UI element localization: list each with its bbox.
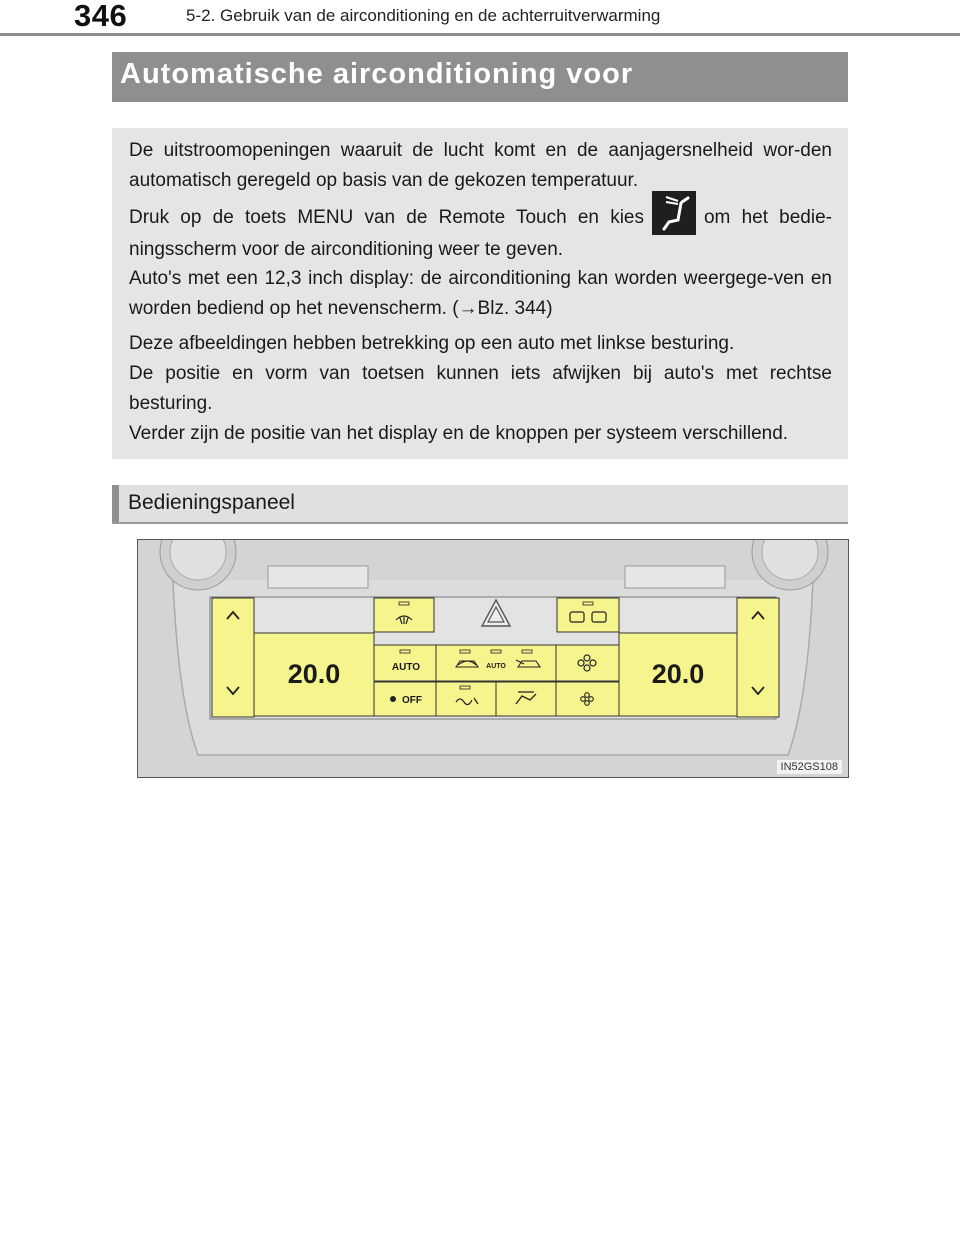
fan-off-label: OFF: [402, 695, 422, 706]
intro-p2-end: om het bedie-ningsscherm voor de airconditioning weer te geven.: [129, 207, 832, 260]
intro-p2-start: Druk op de toets MENU van de Remote Touch en kies: [129, 207, 644, 229]
intro-p3-text: Auto's met een 12,3 inch display: de airconditioning kan worden weergege-ven en worden bediend op het nevenscherm. (: [129, 268, 832, 319]
control-panel-figure: [137, 539, 849, 778]
auto-button-label: AUTO: [391, 662, 421, 673]
figure-code: IN52GS108: [777, 760, 842, 774]
page-reference-link[interactable]: Blz. 344): [477, 298, 553, 319]
sub-title-bar: [112, 485, 848, 524]
arrow-icon: →: [458, 298, 478, 319]
header-rule: [0, 33, 960, 36]
intro-paragraph-1: De uitstroomopeningen waaruit de lucht komt en de aanjagersnelheid wor-den automatisch geregeld op basis van de gekozen temperatuur.: [129, 140, 832, 191]
intro-paragraph-2: [129, 201, 832, 265]
page-number: 346: [74, 0, 128, 33]
control-panel-illustration: [138, 540, 848, 777]
running-header: 5-2. Gebruik van de airconditioning en de achterruitverwarming: [186, 6, 661, 25]
section-title-bar: [112, 52, 848, 102]
rear-defogger-button[interactable]: [557, 598, 619, 632]
section-title: Automatische airconditioning voor: [120, 58, 634, 90]
intro-box: [112, 128, 848, 459]
intro-paragraph-3: [129, 264, 832, 324]
left-temperature: 20.0: [287, 659, 341, 689]
intro-p4-line-3: Verder zijn de positie van het display en de knoppen per systeem verschillend.: [129, 423, 789, 444]
fan-speed-up-button[interactable]: [556, 645, 619, 681]
auto-intake-label: AUTO: [486, 663, 506, 670]
fan-speed-down-button[interactable]: [556, 682, 619, 716]
airflow-face-feet-button[interactable]: [436, 682, 496, 716]
intro-paragraph-4: [129, 329, 832, 449]
intro-p4-line-1: Deze afbeeldingen hebben betrekking op een auto met linkse besturing.: [129, 333, 735, 354]
airflow-mode-button[interactable]: [496, 682, 556, 716]
sub-title-accent: [112, 485, 119, 522]
fan-off-icon: [390, 696, 396, 702]
intro-p4-line-2: De positie en vorm van toetsen kunnen iets afwijken bij auto's met rechtse besturing.: [129, 363, 832, 414]
right-temperature: 20.0: [651, 659, 705, 689]
air-conditioning-seat-icon: [652, 191, 696, 235]
front-defroster-button[interactable]: [374, 598, 434, 632]
sub-title: Bedieningspaneel: [128, 491, 295, 514]
left-temp-button-column: [212, 598, 254, 717]
right-temp-button-column: [737, 598, 779, 717]
